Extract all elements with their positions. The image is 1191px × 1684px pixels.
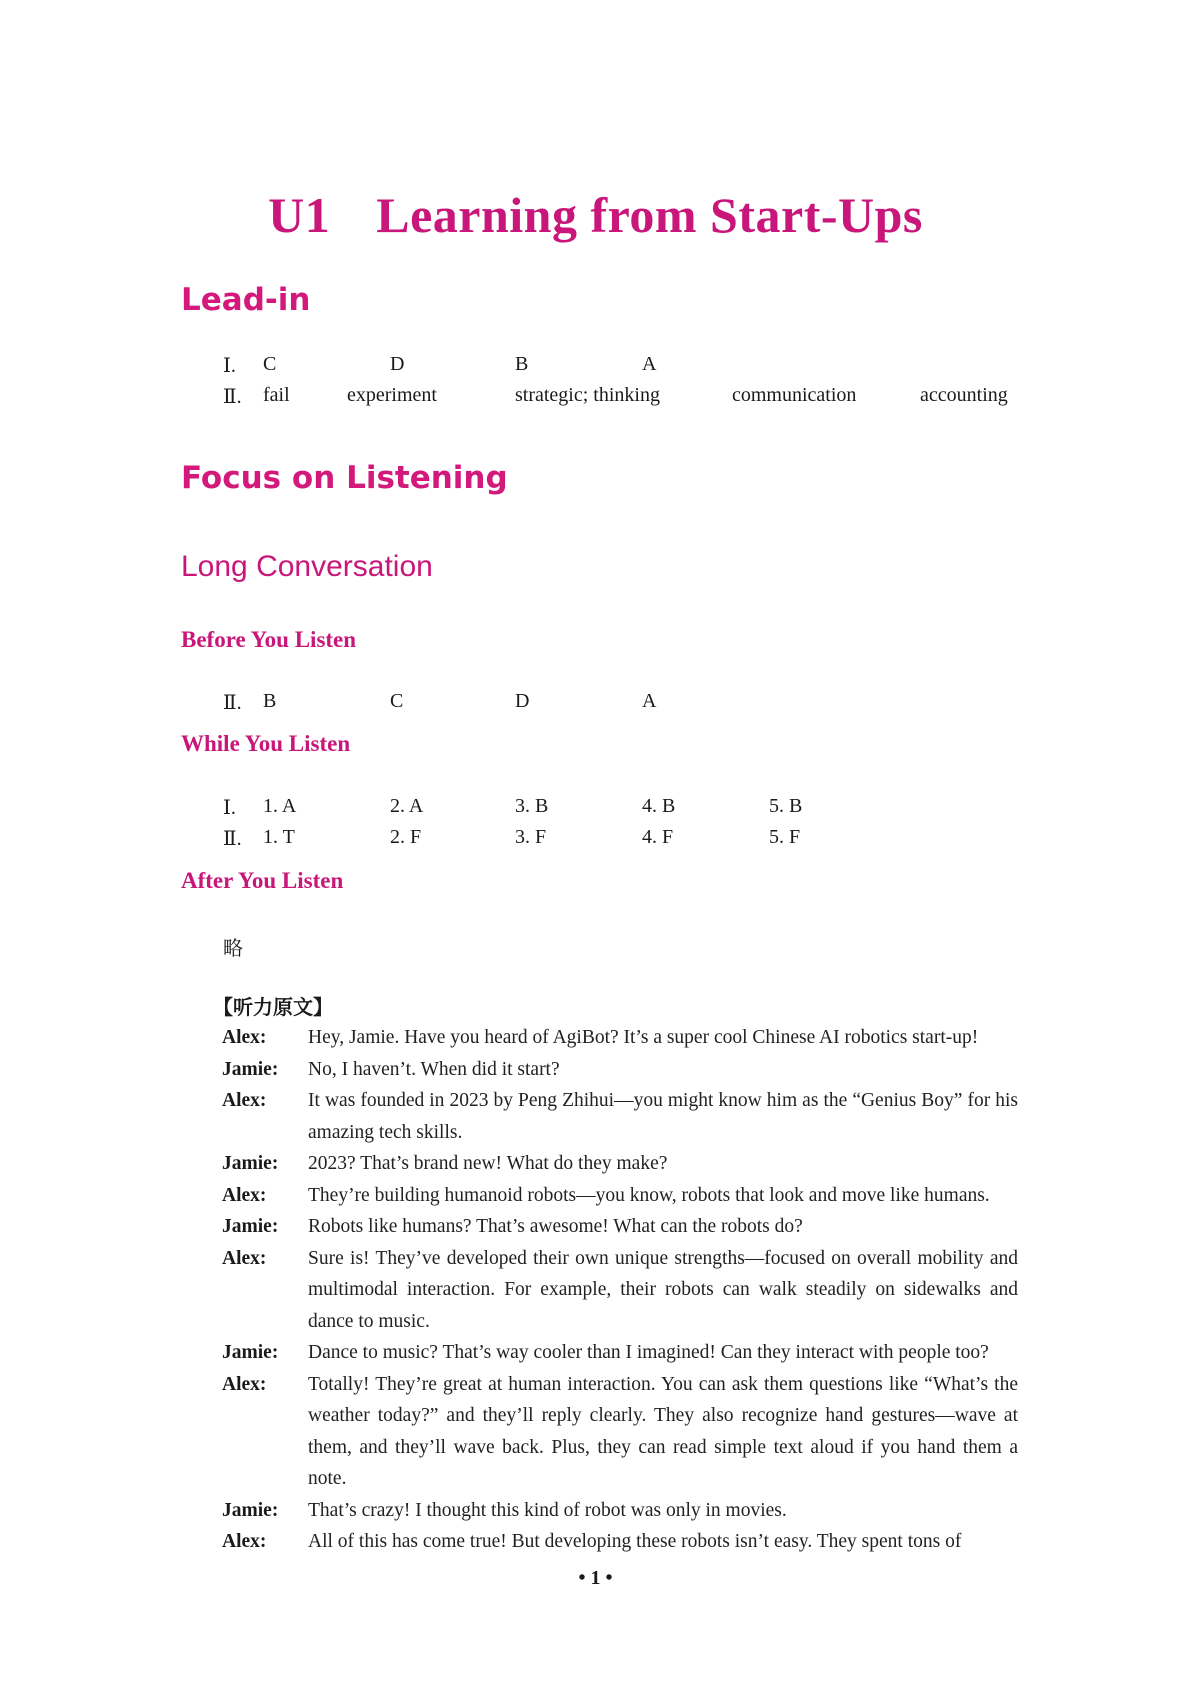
while-row-2 — [223, 826, 1043, 854]
speaker-name: Alex: — [222, 1373, 267, 1395]
transcript-turn — [222, 1180, 1018, 1212]
after-you-listen-text: 略 — [223, 938, 243, 960]
lead-in-heading: Lead-in — [181, 282, 311, 318]
row-label: Ⅱ. — [223, 692, 242, 714]
lead-in-row-1 — [223, 353, 1043, 381]
speaker-line: All of this has come true! But developing these robots isn’t easy. They spent tons of — [308, 1531, 962, 1552]
speaker-line: That’s crazy! I thought this kind of robot was only in movies. — [308, 1499, 787, 1521]
row-label: Ⅰ. — [223, 797, 236, 819]
speaker-name: Alex: — [222, 1090, 267, 1111]
after-you-listen-heading: After You Listen — [181, 868, 344, 893]
answer: 4. F — [642, 826, 674, 848]
speaker-line: It was founded in 2023 by Peng Zhihui—you might know him as the “Genius Boy” for his amazing tech skills. — [308, 1090, 1018, 1143]
answer: A — [642, 690, 657, 712]
speaker-line: No, I haven’t. When did it start? — [308, 1058, 560, 1080]
transcript-turn — [222, 1495, 1018, 1527]
answer: 3. B — [515, 795, 549, 817]
row-label: Ⅱ. — [223, 828, 242, 850]
transcript-turn — [222, 1337, 1018, 1369]
unit-title-text: Learning from Start-Ups — [376, 187, 923, 243]
row-label: Ⅱ. — [223, 386, 242, 408]
answer: 5. F — [769, 826, 801, 848]
before-row — [223, 690, 1043, 718]
while-you-listen-heading: While You Listen — [181, 731, 351, 756]
while-row-1 — [223, 795, 1043, 823]
transcript-turn — [222, 1243, 1018, 1338]
page-number: • 1 • — [578, 1567, 613, 1589]
answer: D — [390, 353, 405, 375]
speaker-name: Alex: — [222, 1531, 267, 1552]
row-label: Ⅰ. — [223, 355, 236, 377]
transcript-turn — [222, 1211, 1018, 1243]
answer: 2. F — [390, 826, 422, 848]
speaker-line: Hey, Jamie. Have you heard of AgiBot? It’s a super cool Chinese AI robotics start-up! — [308, 1027, 979, 1048]
answer: 2. A — [390, 795, 424, 817]
speaker-line: Totally! They’re great at human interaction. You can ask them questions like “What’s the weather today?” and they’ll reply clearly. They also recognize hand gestures—wave at them, and they’ll wave back. Plus, they can read simple text aloud if you hand them a note. — [308, 1373, 1018, 1489]
speaker-line: Dance to music? That’s way cooler than I imagined! Can they interact with people too? — [308, 1342, 989, 1363]
transcript — [222, 1022, 1018, 1558]
speaker-line: They’re building humanoid robots—you know, robots that look and move like humans. — [308, 1184, 990, 1206]
answer: 1. A — [263, 795, 297, 817]
answer: fail — [263, 384, 290, 406]
transcript-heading: 【听力原文】 — [213, 995, 333, 1019]
speaker-name: Alex: — [222, 1027, 267, 1048]
unit-title — [0, 186, 1191, 244]
transcript-turn — [222, 1054, 1018, 1086]
answer: 4. B — [642, 795, 676, 817]
speaker-name: Jamie: — [222, 1342, 279, 1363]
answer: communication — [732, 384, 857, 406]
transcript-turn — [222, 1148, 1018, 1180]
speaker-name: Jamie: — [222, 1153, 279, 1174]
transcript-turn — [222, 1526, 1018, 1558]
answer: 5. B — [769, 795, 803, 817]
speaker-line: Robots like humans? That’s awesome! What can the robots do? — [308, 1216, 803, 1237]
before-you-listen-heading: Before You Listen — [181, 627, 357, 652]
answer: B — [263, 690, 277, 712]
speaker-name: Alex: — [222, 1247, 267, 1269]
transcript-turn — [222, 1369, 1018, 1495]
lead-in-row-2 — [223, 384, 1043, 412]
answer: experiment — [347, 384, 437, 406]
speaker-name: Jamie: — [222, 1499, 279, 1521]
transcript-turn — [222, 1022, 1018, 1054]
speaker-line: Sure is! They’ve developed their own unique strengths—focused on overall mobility and multimodal interaction. For example, their robots can walk steadily on sidewalks and dance to music. — [308, 1247, 1018, 1332]
answer: B — [515, 353, 529, 375]
answer: 3. F — [515, 826, 547, 848]
answer: C — [390, 690, 404, 712]
speaker-name: Jamie: — [222, 1216, 279, 1237]
speaker-line: 2023? That’s brand new! What do they make? — [308, 1153, 668, 1174]
transcript-turn — [222, 1085, 1018, 1148]
speaker-name: Jamie: — [222, 1058, 279, 1080]
answer: 1. T — [263, 826, 295, 848]
answer: strategic; thinking — [515, 384, 660, 406]
answer: A — [642, 353, 657, 375]
long-conversation-heading: Long Conversation — [181, 550, 433, 583]
speaker-name: Alex: — [222, 1184, 267, 1206]
focus-on-listening-heading: Focus on Listening — [181, 460, 508, 496]
answer: accounting — [920, 384, 1008, 406]
unit-number: U1 — [268, 187, 331, 243]
answer: D — [515, 690, 530, 712]
answer: C — [263, 353, 277, 375]
